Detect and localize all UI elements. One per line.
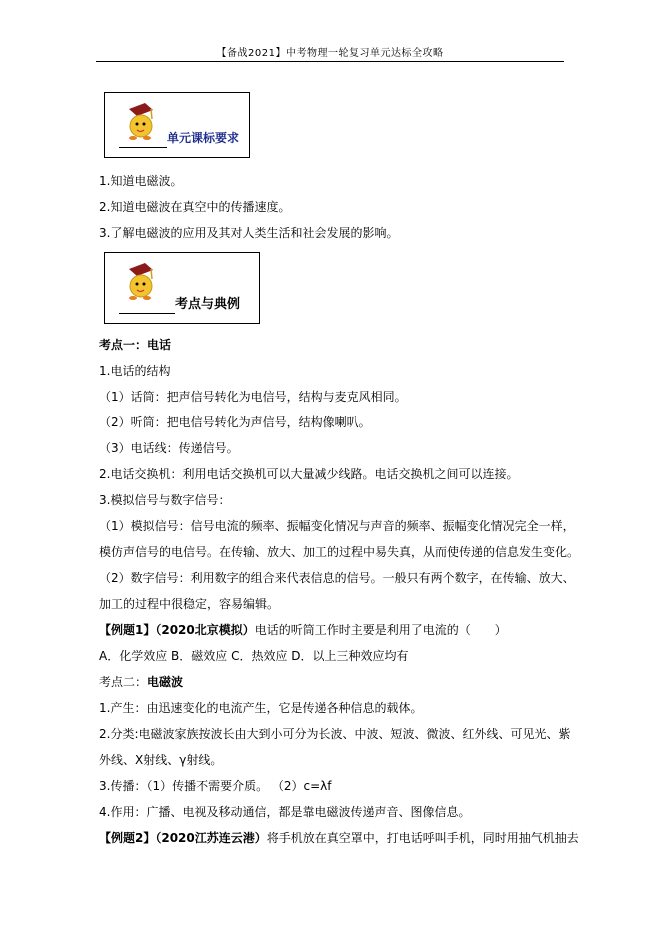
mascot-icon	[119, 259, 159, 303]
text-line: （1）话筒：把声信号转化为电信号，结构与麦克风相同。	[99, 390, 407, 404]
text-line: 4.作用：广播、电视及移动通信，都是靠电磁波传递声音、图像信息。	[99, 805, 471, 819]
text-line: 3.了解电磁波的应用及其对人类生活和社会发展的影响。	[99, 226, 399, 240]
text-line: 2.知道电磁波在真空中的传播速度。	[99, 200, 291, 214]
section-banner-key-points	[104, 252, 260, 324]
text-line: A．化学效应 B．磁效应 C．热效应 D．以上三种效应均有	[99, 649, 409, 663]
text-line: 加工的过程中很稳定，容易编辑。	[99, 597, 280, 611]
text-line: 3.传播：（1）传播不需要介质。 （2）c=λf	[99, 779, 332, 793]
text-lead: 【例题1】（2020北京模拟）	[99, 623, 255, 637]
text-line: 1.知道电磁波。	[99, 174, 183, 188]
header-rule	[96, 61, 564, 62]
banner-underline	[119, 313, 175, 314]
page-header: 【备战2021】中考物理一轮复习单元达标全攻略	[216, 48, 444, 59]
text-line: 模仿声信号的电信号。在传输、放大、加工的过程中易失真，从而使传递的信息发生变化。	[99, 545, 580, 559]
text-line: 2.电话交换机：利用电话交换机可以大量减少线路。电话交换机之间可以连接。	[99, 467, 519, 481]
text-lead: 【例题2】（2020江苏连云港）	[99, 831, 267, 845]
text-line: （2）数字信号：利用数字的组合来代表信息的信号。一般只有两个数字，在传输、放大、	[99, 571, 575, 585]
text-line: 考点二：电磁波	[99, 675, 184, 689]
text-line: （3）电话线：传递信号。	[99, 441, 239, 455]
text-line: 3.模拟信号与数字信号：	[99, 493, 231, 507]
section-banner-unit-requirements	[104, 92, 250, 158]
text-line: 【例题2】（2020江苏连云港）将手机放在真空罩中，打电话呼叫手机，同时用抽气机抽去	[99, 831, 579, 845]
text-line: （1）模拟信号：信号电流的频率、振幅变化情况与声音的频率、振幅变化情况完全一样，	[99, 519, 575, 533]
banner-title: 单元课标要求	[167, 131, 240, 145]
banner-underline	[119, 147, 167, 148]
banner-title: 考点与典例	[175, 297, 241, 312]
text-line: 【例题1】（2020北京模拟）电话的听筒工作时主要是利用了电流的（ ）	[99, 623, 507, 637]
text-line: 2.分类:电磁波家族按波长由大到小可分为长波、中波、短波、微波、红外线、可见光、紫	[99, 727, 571, 741]
text-line: 考点一：电话	[99, 338, 172, 352]
mascot-icon	[119, 99, 159, 143]
text-line: 外线、X射线、γ射线。	[99, 753, 223, 767]
text-line: 1.产生：由迅速变化的电流产生，它是传递各种信息的载体。	[99, 701, 423, 715]
text-lead: 电磁波	[147, 675, 184, 689]
text-line: （2）听筒：把电信号转化为声信号，结构像喇叭。	[99, 415, 371, 429]
text-line: 1.电话的结构	[99, 364, 171, 378]
